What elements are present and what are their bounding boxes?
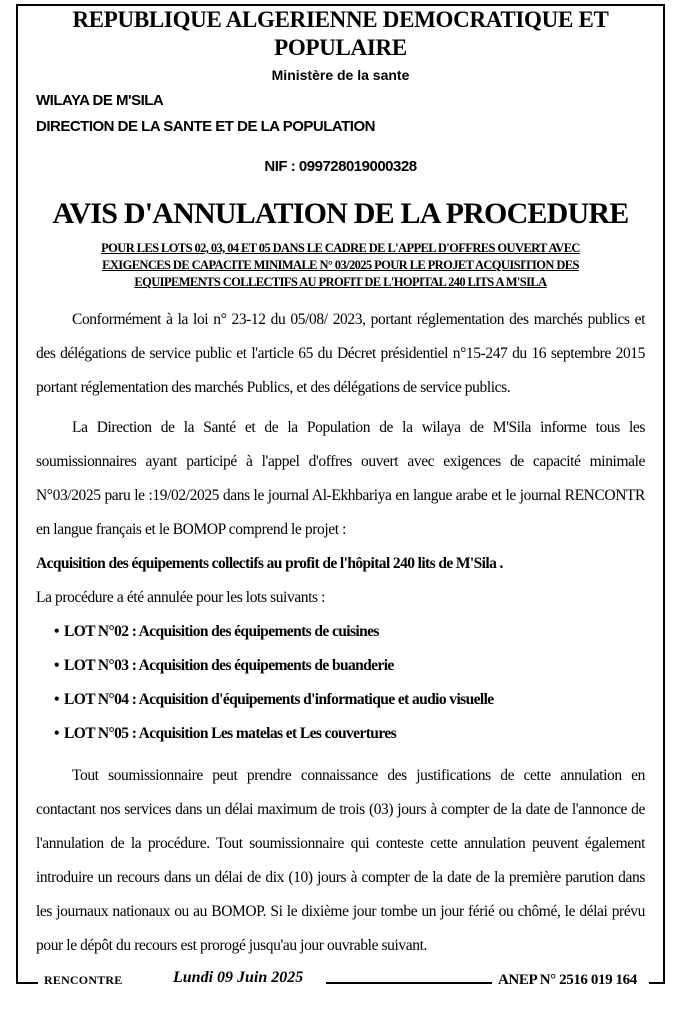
subtitle-line: EQUIPEMENTS COLLECTIFS AU PROFIT DE L'HOPITAL 240 LITS A M'SILA (134, 275, 547, 289)
paragraph-recourse (36, 759, 645, 963)
lot-item (54, 649, 645, 683)
subtitle-line: EXIGENCES DE CAPACITE MINIMALE N° 03/2025 POUR LE PROJET ACQUISITION DES (102, 258, 579, 272)
lot-label: LOT N°04 : Acquisition d'équipements d'informatique et audio visuelle (64, 691, 494, 708)
notice-title: AVIS D'ANNULATION DE LA PROCEDURE (52, 197, 629, 230)
bullet-icon: • (54, 725, 59, 742)
publication-date: Lundi 09 Juin 2025 (173, 969, 304, 986)
project-title: Acquisition des équipements collectifs au profit de l'hôpital 240 lits de M'Sila . (36, 555, 503, 572)
lot-item (54, 615, 645, 649)
paragraph-text: Conformément à la loi n° 23-12 du 05/08/ 2023, portant réglementation des marchés publics et des délégations de service public et l'article 65 du Décret présidentiel n°15-247 du 16 septembre 2015 portant réglementation des marchés Publics, et des délégations de service publics. (36, 311, 645, 396)
notice-subtitle (38, 240, 643, 291)
lot-item (54, 683, 645, 717)
paragraph-text: Tout soumissionnaire peut prendre connaissance des justifications de cette annulation en contactant nos services dans un délai maximum de trois (03) jours à compter de la date de l'annonce de l'annulation de la procédure. Tout soumissionnaire qui conteste cette annulation peuvent également introduire un recours dans un délai de dix (10) jours à compter de la date de la première parution dans les journaux nationaux ou au BOMOP. Si le dixième jour tombe un jour férié ou chômé, le délai prévu pour le dépôt du recours est prorogé jusqu'au jour ouvrable suivant. (36, 767, 645, 954)
ministry-name: Ministère de la sante (271, 67, 410, 83)
footer-rule-right-vertical (663, 967, 665, 984)
paragraph-legal-basis (36, 303, 645, 405)
footer-rule-left (16, 982, 38, 984)
page-footer (0, 969, 681, 1003)
wilaya-name: WILAYA DE M'SILA (36, 92, 164, 109)
nif-number: NIF : 099728019000328 (264, 158, 417, 175)
newspaper-name: RENCONTRE (44, 973, 123, 987)
lot-label: LOT N°02 : Acquisition des équipements de cuisines (64, 623, 379, 640)
lot-label: LOT N°03 : Acquisition des équipements de buanderie (64, 657, 394, 674)
paragraph-information (36, 411, 645, 547)
bullet-icon: • (54, 623, 59, 640)
paragraph-text: La Direction de la Santé et de la Population de la wilaya de M'Sila informe tous les soumissionnaires ayant participé à l'appel d'offres ouvert avec exigences de capacité minimale N°03/2025 paru le :19/02/2025 dans le journal Al-Ekhbariya en langue arabe et le journal RENCONTR en langue français et le BOMOP comprend le projet : (36, 419, 645, 538)
subtitle-line: POUR LES LOTS 02, 03, 04 ET 05 DANS LE CADRE DE L'APPEL D'OFFRES OUVERT AVEC (101, 241, 580, 255)
republic-title: REPUBLIQUE ALGERIENNE DEMOCRATIQUE ET POPULAIRE (72, 7, 609, 60)
lot-label: LOT N°05 : Acquisition Les matelas et Les couvertures (64, 725, 397, 742)
bullet-icon: • (54, 691, 59, 708)
notice-border (16, 4, 665, 969)
bullet-icon: • (54, 657, 59, 674)
procedure-label: La procédure a été annulée pour les lots suivants : (36, 589, 326, 606)
direction-name: DIRECTION DE LA SANTE ET DE LA POPULATION (36, 118, 375, 135)
anep-number: ANEP N° 2516 019 164 (498, 972, 637, 988)
footer-rule (326, 982, 492, 984)
lot-item (54, 717, 645, 751)
cancelled-lots-list (54, 615, 645, 751)
